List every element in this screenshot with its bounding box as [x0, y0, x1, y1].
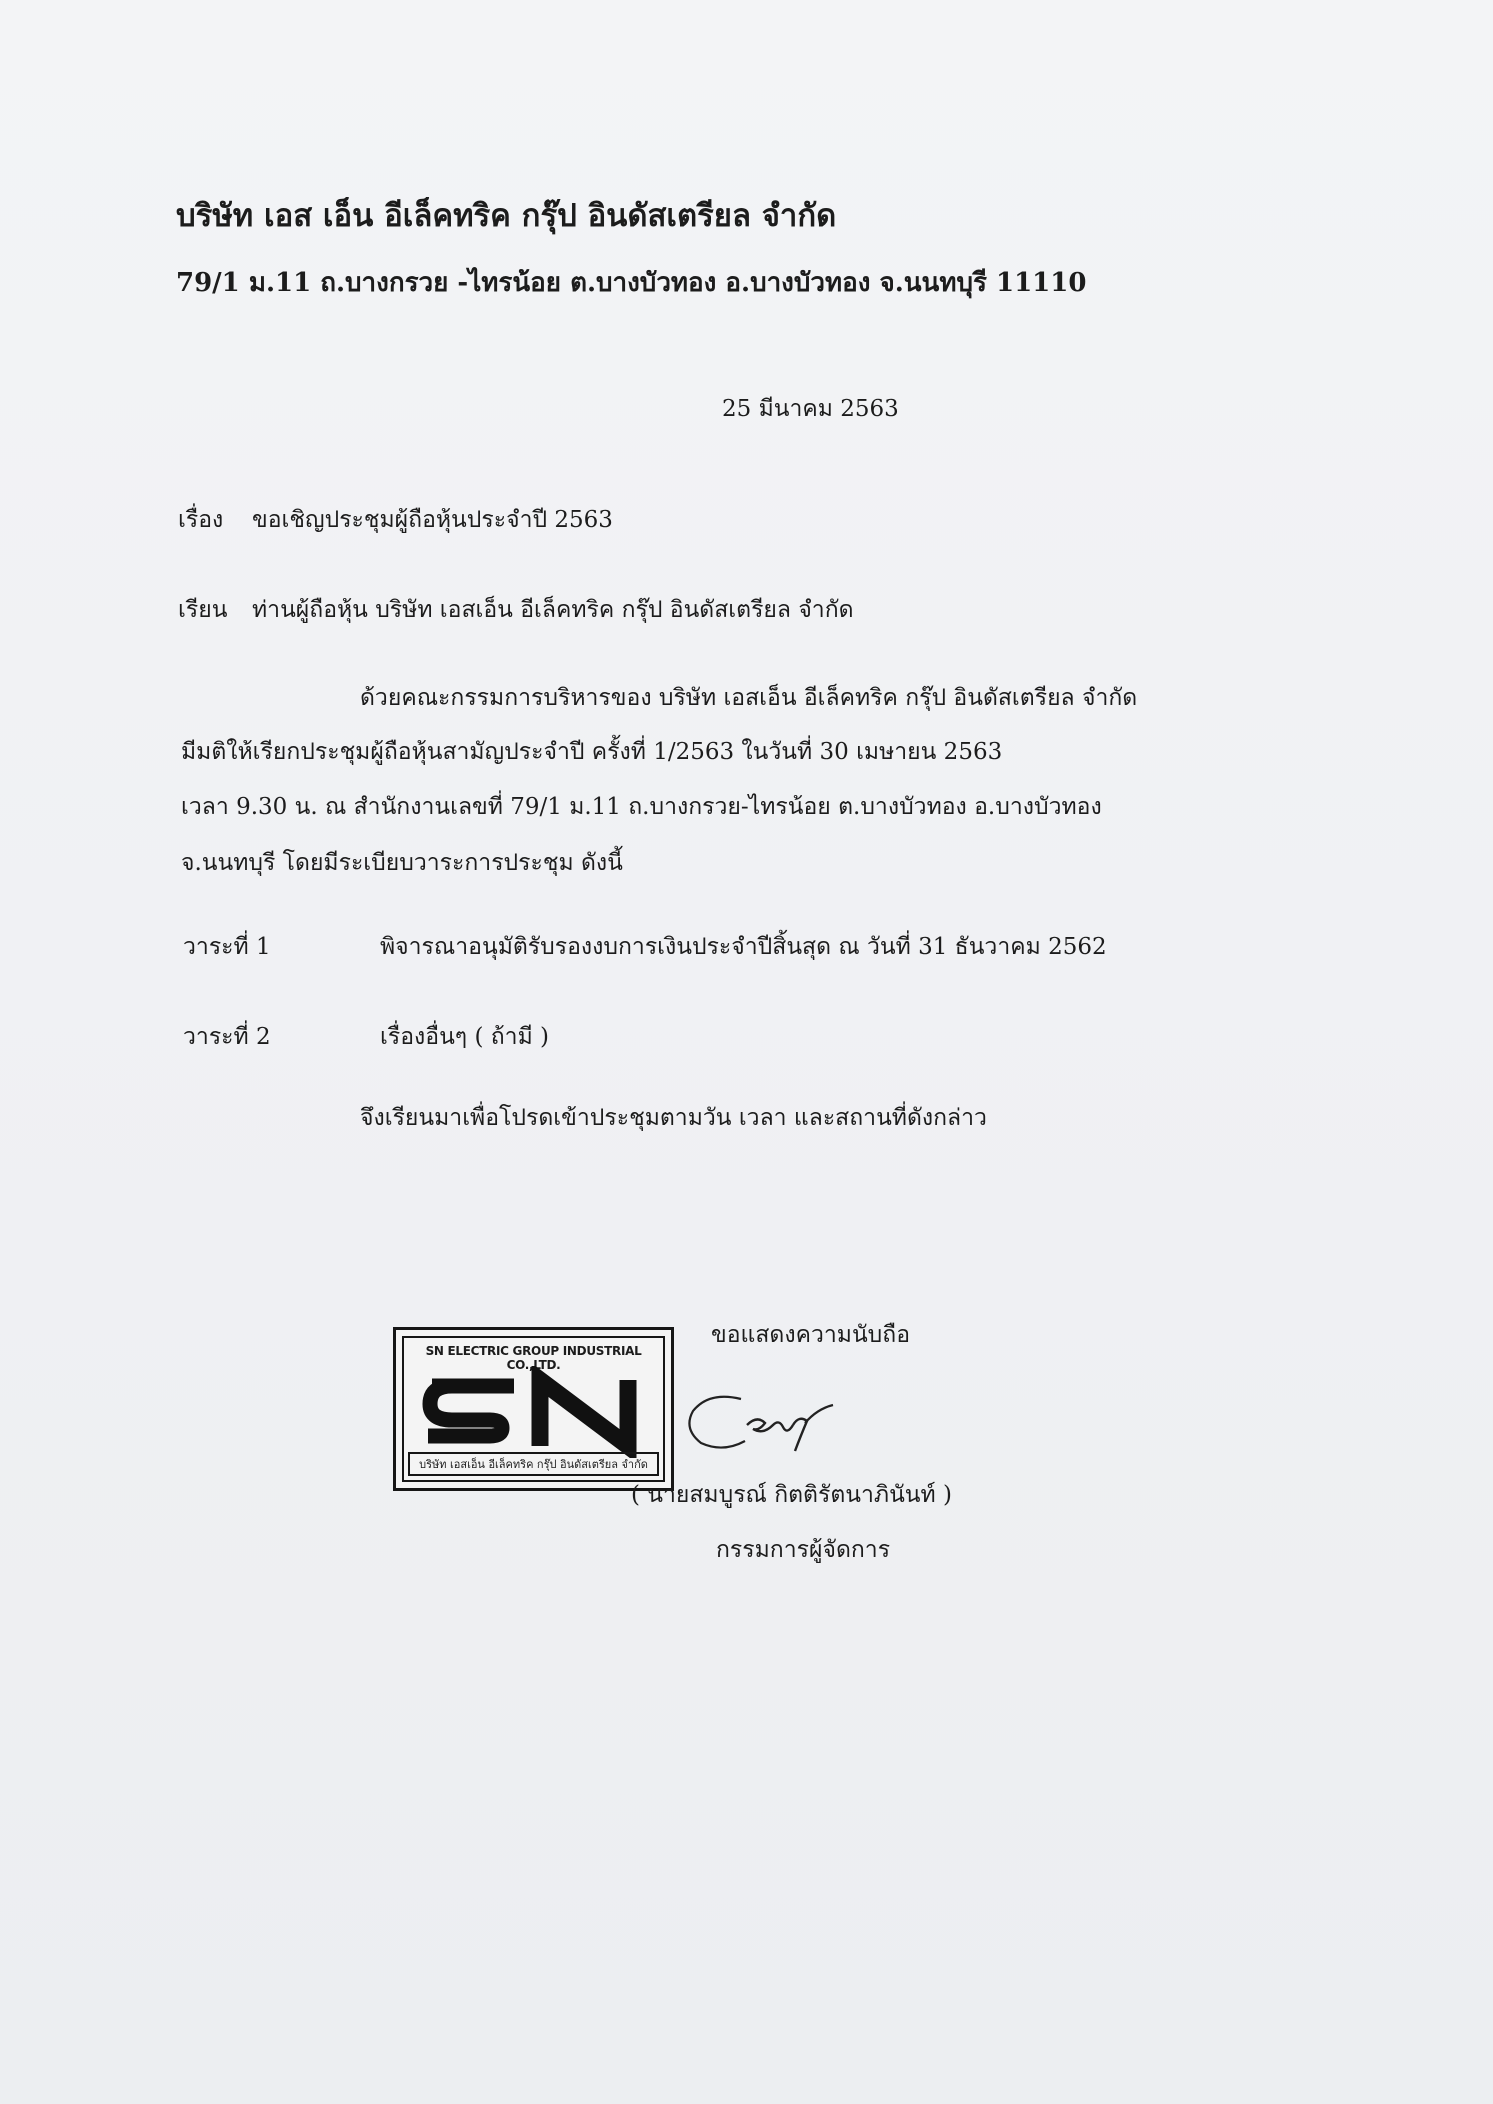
agenda-2-text: เรื่องอื่นๆ ( ถ้ามี ) — [380, 1024, 550, 1050]
signer-name: ( นายสมบูรณ์ กิตติรัตนาภินันท์ ) — [631, 1482, 952, 1508]
recipient-label: เรียน — [178, 597, 228, 623]
stamp-frame — [402, 1336, 665, 1482]
recipient-text: ท่านผู้ถือหุ้น บริษัท เอสเอ็น อีเล็คทริค กรุ๊ป อินดัสเตรียล จำกัด — [252, 597, 854, 623]
subject-text: ขอเชิญประชุมผู้ถือหุ้นประจำปี 2563 — [252, 507, 613, 533]
agenda-2-label: วาระที่ 2 — [183, 1024, 271, 1050]
regards-text: ขอแสดงความนับถือ — [711, 1322, 911, 1348]
sn-logo-icon — [418, 1366, 663, 1458]
body-line-4: จ.นนทบุรี โดยมีระเบียบวาระการประชุม ดังนี้ — [181, 850, 623, 876]
company-stamp — [393, 1327, 674, 1491]
body-line-1: ด้วยคณะกรรมการบริหารของ บริษัท เอสเอ็น อีเล็คทริค กรุ๊ป อินดัสเตรียล จำกัด — [360, 685, 1138, 711]
letter-date: 25 มีนาคม 2563 — [722, 396, 899, 422]
company-name: บริษัท เอส เอ็น อีเล็คทริค กรุ๊ป อินดัสเตรียล จำกัด — [176, 198, 837, 234]
signer-position: กรรมการผู้จัดการ — [716, 1537, 891, 1563]
closing-line: จึงเรียนมาเพื่อโปรดเข้าประชุมตามวัน เวลา และสถานที่ดังกล่าว — [360, 1105, 987, 1131]
stamp-english-name: SN ELECTRIC GROUP INDUSTRIAL CO.,LTD. — [425, 1344, 642, 1372]
company-address: 79/1 ม.11 ถ.บางกรวย -ไทรน้อย ต.บางบัวทอง อ.บางบัวทอง จ.นนทบุรี 11110 — [176, 268, 1087, 298]
subject-label: เรื่อง — [178, 507, 224, 533]
signature-icon — [683, 1385, 873, 1455]
body-line-3: เวลา 9.30 น. ณ สำนักงานเลขที่ 79/1 ม.11 ถ.บางกรวย-ไทรน้อย ต.บางบัวทอง อ.บางบัวทอง — [181, 794, 1102, 820]
agenda-1-label: วาระที่ 1 — [183, 934, 271, 960]
stamp-thai-name: บริษัท เอสเอ็น อีเล็คทริค กรุ๊ป อินดัสเตรียล จำกัด — [408, 1452, 659, 1476]
body-line-2: มีมติให้เรียกประชุมผู้ถือหุ้นสามัญประจำปี ครั้งที่ 1/2563 ในวันที่ 30 เมษายน 2563 — [181, 739, 1003, 765]
agenda-1-text: พิจารณาอนุมัติรับรองงบการเงินประจำปีสิ้นสุด ณ วันที่ 31 ธันวาคม 2562 — [380, 934, 1107, 960]
stamp-logo-text: SN — [418, 1366, 420, 1367]
